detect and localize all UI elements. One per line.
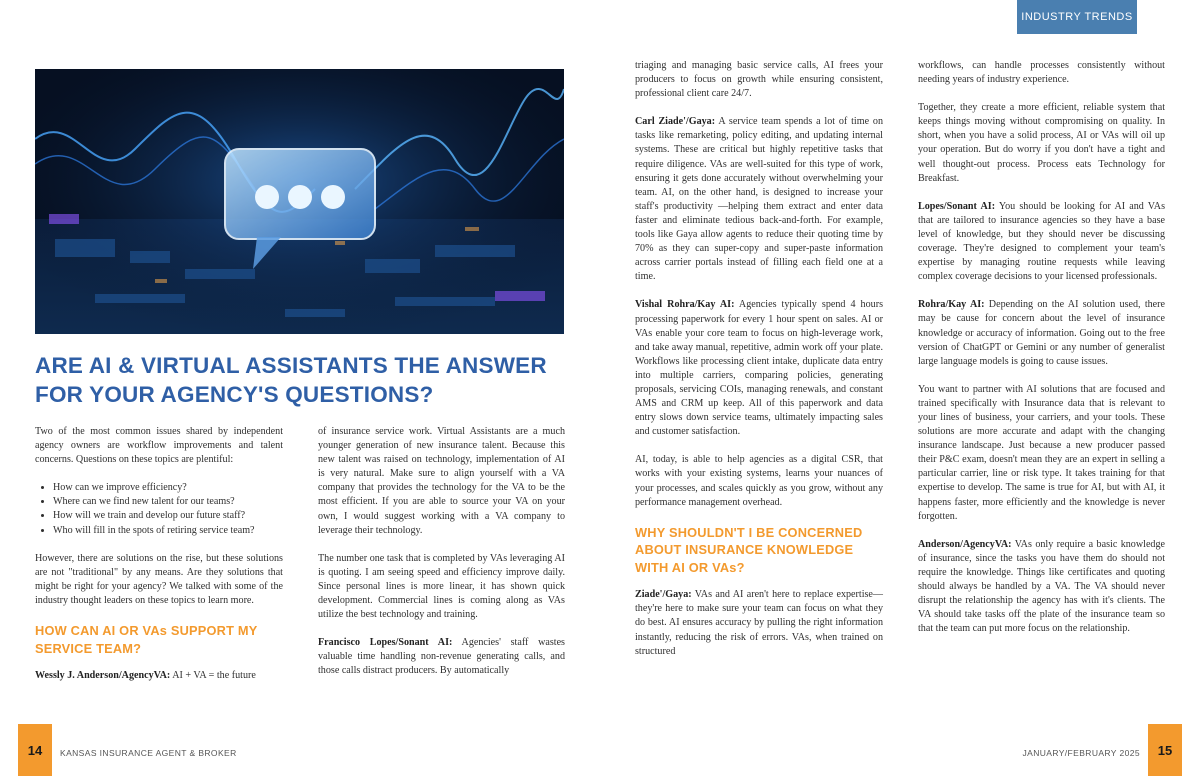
paragraph	[635, 298, 883, 439]
speaker-name: Carl Ziade'/Gaya:	[635, 116, 716, 128]
subheading: HOW CAN AI OR VAs SUPPORT MY SERVICE TEAM?	[35, 623, 258, 656]
subheading: WHY SHOULDN'T I BE CONCERNED ABOUT INSURANCE KNOWLEDGE WITH AI OR VAs?	[635, 524, 863, 575]
speaker-name: Rohra/Kay AI:	[918, 299, 985, 311]
paragraph: AI, today, is able to help agencies as a digital CSR, that works with your existing systems, learns your nuances of your processes, and scales quickly as you grow, without any performance management overhead.	[635, 454, 883, 508]
paragraph-text: Agencies' staff wastes valuable time handling non-revenue generating calls, and those calls distract producers. By automatically	[318, 637, 565, 677]
paragraph-text: Depending on the AI solution used, there may be cause for concern about the level of insurance knowledge or accuracy of information. Going out to the free version of ChatGPT or Gemini or any number of generalist large language models is going to cause issues.	[918, 299, 1165, 367]
hero-image	[35, 69, 564, 334]
questions-list	[53, 481, 283, 537]
speaker-name: Ziade'/Gaya:	[635, 589, 692, 601]
speaker-name: Vishal Rohra/Kay AI:	[635, 299, 735, 311]
column-2	[318, 425, 565, 693]
column-3	[635, 59, 883, 673]
speaker-name: Wessly J. Anderson/AgencyVA:	[35, 670, 171, 682]
paragraph	[635, 588, 883, 658]
paragraph	[635, 115, 883, 284]
paragraph: Together, they create a more efficient, reliable system that keeps things moving without compromising on quality. In short, when you have a solid process, AI or VAs will oil up your operation. But do worry if you don't have a tight and well thought-out process. Process eats Technology for Breakfast.	[918, 102, 1165, 184]
list-item: • How can we improve efficiency?	[53, 481, 283, 495]
paragraph	[918, 298, 1165, 368]
paragraph	[918, 538, 1165, 637]
paragraph-text: AI + VA = the future	[170, 670, 256, 682]
intro-paragraph: Two of the most common issues shared by independent agency owners are workflow improvements and talent concerns. Questions on these topics are plentiful:	[35, 426, 283, 466]
paragraph	[35, 669, 283, 683]
speaker-name: Francisco Lopes/Sonant AI:	[318, 637, 453, 649]
paragraph-text: VAs only require a basic knowledge of insurance, since the tasks you have them do should not require the knowledge. Things like certificates and quoting should always be handled by a VA. The VA should never disrupt the relationship the agency has with it's clients. The VA should take tasks off the plate of the insurance team so that the team can put more focus on the relationship.	[918, 538, 1165, 635]
paragraph-text: A service team spends a lot of time on tasks like remarketing, policy editing, and updating internal systems. These are critical but highly repetitive tasks that require diligence. VAs are well-suited for this type of work, ensuring it gets done accurately without overwhelming your team. AI, on the other hand, is designed to increase your staff's productivity —helping them extract and enter data faster and eliminate tedious back-and-forth. For example, tools like Gaya allow agents to reduce their quoting time by 70% as they can super-copy and super-paste information across carrier portals instead of filling each field one at a time.	[635, 116, 883, 283]
speaker-name: Lopes/Sonant AI:	[918, 200, 996, 212]
page-number-left: 14	[18, 724, 52, 776]
page-number-right: 15	[1148, 724, 1182, 776]
paragraph-text: VAs and AI aren't here to replace expertise—they're here to make sure your team can focus on what they do best. AI ensures accuracy by pulling the right information instantly, reducing the risk of errors. VAs, when trained on structured	[635, 589, 883, 657]
paragraph	[918, 200, 1165, 285]
paragraph: triaging and managing basic service calls, AI frees your producers to focus on growth while ensuring consistent, professional client care 24/7.	[635, 60, 883, 100]
paragraph: The number one task that is completed by VAs leveraging AI is quoting. I am seeing speed and efficiency improve daily. Since personal lines is more linear, it has shown quick development. Commercial lines is coming along as VAs utilize the best technology and training.	[318, 552, 565, 621]
section-tag: INDUSTRY TRENDS	[1017, 0, 1137, 34]
paragraph-text: Agencies typically spend 4 hours processing paperwork for every 1 hour spent on sales. AI or VAs enable your core team to focus on high-leverage work, and take away manual, repetitive, admin work off your plate. Workflows like processing client intake, duplicate data entry into multiple carriers, comparing policies, generating proposals, servicing COIs, managing renewals, and constant AMS and CRM up keep. All of this paperwork and data entry slows down service teams, ultimately impacting sales and customer satisfaction.	[635, 299, 883, 438]
column-1	[35, 425, 283, 697]
article-headline: ARE AI & VIRTUAL ASSISTANTS THE ANSWER FOR YOUR AGENCY'S QUESTIONS?	[35, 353, 547, 407]
paragraph-text: You should be looking for AI and VAs that are tailored to insurance agencies so they have a base level of knowledge, but they should never be discussing coverage. They're designed to complement your team's expertise by managing routine requests while leaving complex coverage decisions to your licensed professionals.	[918, 200, 1165, 283]
speaker-name: Anderson/AgencyVA:	[918, 538, 1012, 550]
paragraph: You want to partner with AI solutions that are focused and trained specifically with Insurance data that is relevant to your lines of business, your carriers, and your tools. These solutions are more accurate and adapt with the changing insurance landscape. Just because a new producer passed their P&C exam, doesn't mean they are an expert in selling a particular carrier, line or risk type. It takes training for that expertise to develop. The same is true for AI, but with AI, it happens faster, more efficiently and the knowledge is never forgotten.	[918, 383, 1165, 522]
paragraph: However, there are solutions on the rise, but these solutions are not "traditional" by any means. Are they solutions that might be right for your agency? We talked with some of the industry thought leaders on these topics to learn more.	[35, 552, 283, 606]
paragraph: of insurance service work. Virtual Assistants are a much younger generation of new insurance talent. Because this new talent was raised on technology, implementation of AI is very natural. Make sure to align yourself with a VA company that provides the technology for the VA to be the most efficient. If you are able to source your VA on your own, I would suggest working with a VA company to leverage their technology.	[318, 426, 565, 536]
list-item: • How will we train and develop our future staff?	[53, 509, 283, 523]
list-item: • Where can we find new talent for our teams?	[53, 495, 283, 509]
publication-name: KANSAS INSURANCE AGENT & BROKER	[60, 748, 237, 758]
issue-date: JANUARY/FEBRUARY 2025	[1022, 748, 1140, 758]
paragraph: workflows, can handle processes consistently without needing years of industry experience.	[918, 60, 1165, 86]
column-4	[918, 59, 1165, 650]
paragraph	[318, 636, 565, 678]
list-item: • Who will fill in the spots of retiring service team?	[53, 524, 283, 538]
